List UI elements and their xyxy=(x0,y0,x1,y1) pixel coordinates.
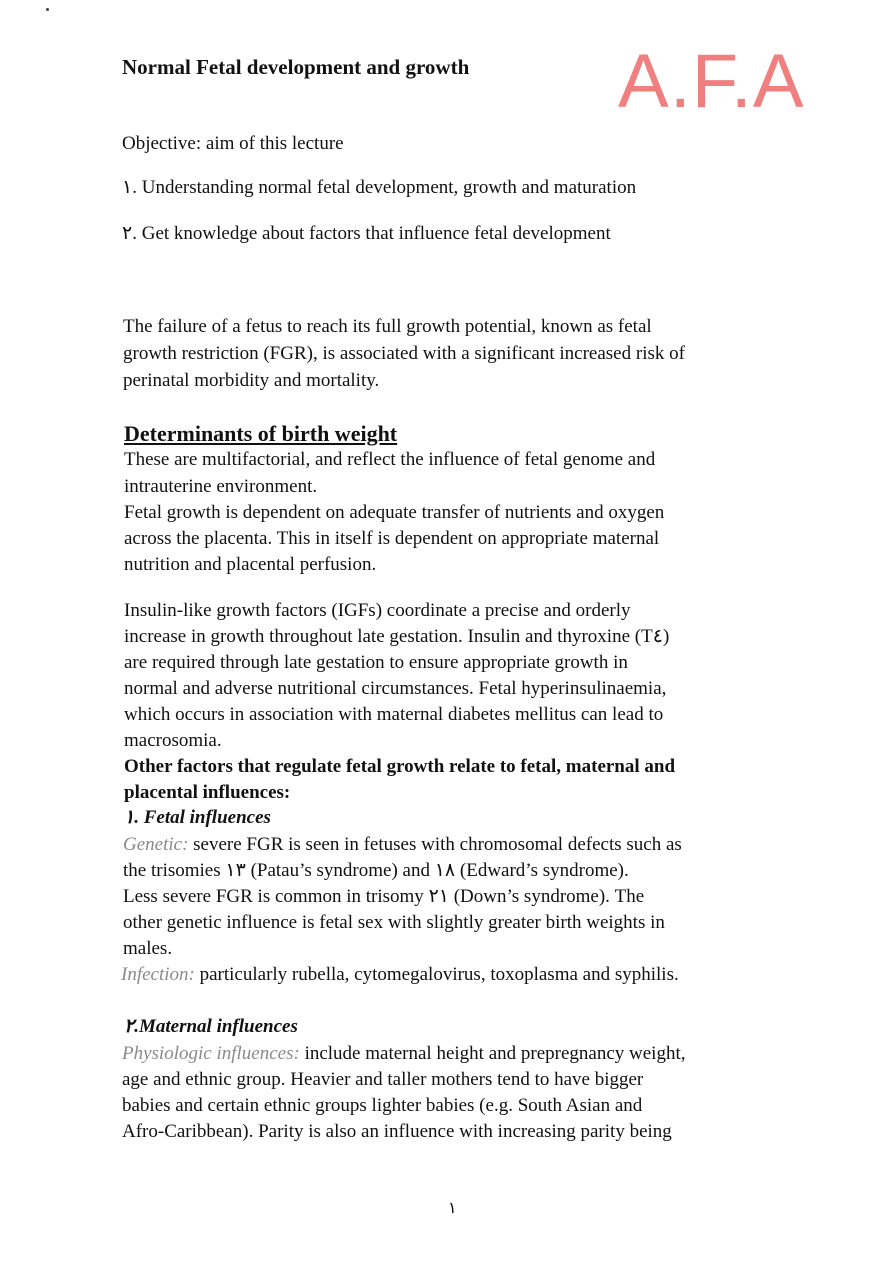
igf-line-6: macrosomia. xyxy=(124,730,222,751)
genetic-line-4: other genetic influence is fetal sex with slightly greater birth weights in xyxy=(123,912,665,933)
determinants-line-1: These are multifactorial, and reflect the influence of fetal genome and xyxy=(124,449,656,470)
scan-speck xyxy=(46,8,49,11)
determinants-line-5: nutrition and placental perfusion. xyxy=(124,554,377,575)
genetic-label: Genetic: xyxy=(123,834,189,855)
intro-line-2: growth restriction (FGR), is associated with a significant increased risk of xyxy=(123,343,685,364)
physio-line-1 xyxy=(122,1041,685,1067)
other-factors-line-1: Other factors that regulate fetal growth relate to fetal, maternal and xyxy=(124,756,676,777)
genetic-line-5: males. xyxy=(123,938,173,959)
maternal-influences-heading: ٢.Maternal influences xyxy=(124,1016,298,1037)
objective-item-1: ١. Understanding normal fetal development, growth and maturation xyxy=(122,177,637,198)
physio-line-2: age and ethnic group. Heavier and taller mothers tend to have bigger xyxy=(122,1069,644,1090)
physio-line-3: babies and certain ethnic groups lighter babies (e.g. South Asian and xyxy=(122,1095,643,1116)
genetic-line-1 xyxy=(123,832,682,858)
infection-label: Infection: xyxy=(121,964,195,985)
determinants-line-3: Fetal growth is dependent on adequate transfer of nutrients and oxygen xyxy=(124,502,665,523)
objective-item-2: ٢. Get knowledge about factors that influence fetal development xyxy=(122,223,611,244)
genetic-line-3: Less severe FGR is common in trisomy ٢١ (Down’s syndrome). The xyxy=(123,886,645,907)
igf-line-2: increase in growth throughout late gestation. Insulin and thyroxine (T٤) xyxy=(124,626,670,647)
objective-label: Objective: aim of this lecture xyxy=(122,133,344,154)
intro-line-1: The failure of a fetus to reach its full growth potential, known as fetal xyxy=(123,316,652,337)
determinants-line-4: across the placenta. This in itself is dependent on appropriate maternal xyxy=(124,528,660,549)
igf-line-5: which occurs in association with maternal diabetes mellitus can lead to xyxy=(124,704,664,725)
physio-text: include maternal height and prepregnancy weight, xyxy=(299,1043,686,1064)
infection-line xyxy=(121,962,679,988)
section-heading-determinants: Determinants of birth weight xyxy=(124,421,398,446)
page-title: Normal Fetal development and growth xyxy=(122,55,470,79)
watermark: A.F.A xyxy=(618,39,805,124)
intro-line-3: perinatal morbidity and mortality. xyxy=(123,370,380,391)
genetic-line-2: the trisomies ١٣ (Patau’s syndrome) and ١٨ (Edward’s syndrome). xyxy=(123,860,629,881)
other-factors-line-2: placental influences: xyxy=(124,782,291,803)
page-number: ١ xyxy=(448,1200,457,1217)
igf-line-3: are required through late gestation to ensure appropriate growth in xyxy=(124,652,628,673)
igf-line-4: normal and adverse nutritional circumstances. Fetal hyperinsulinaemia, xyxy=(124,678,667,699)
determinants-line-2: intrauterine environment. xyxy=(124,476,318,497)
fetal-influences-heading: ١. Fetal influences xyxy=(124,807,271,828)
physio-line-4: Afro-Caribbean). Parity is also an influence with increasing parity being xyxy=(122,1121,672,1142)
igf-line-1: Insulin-like growth factors (IGFs) coordinate a precise and orderly xyxy=(124,600,631,621)
physio-label: Physiologic influences: xyxy=(122,1043,300,1064)
infection-text: particularly rubella, cytomegalovirus, toxoplasma and syphilis. xyxy=(194,964,679,985)
genetic-text: severe FGR is seen in fetuses with chromosomal defects such as xyxy=(188,834,682,855)
